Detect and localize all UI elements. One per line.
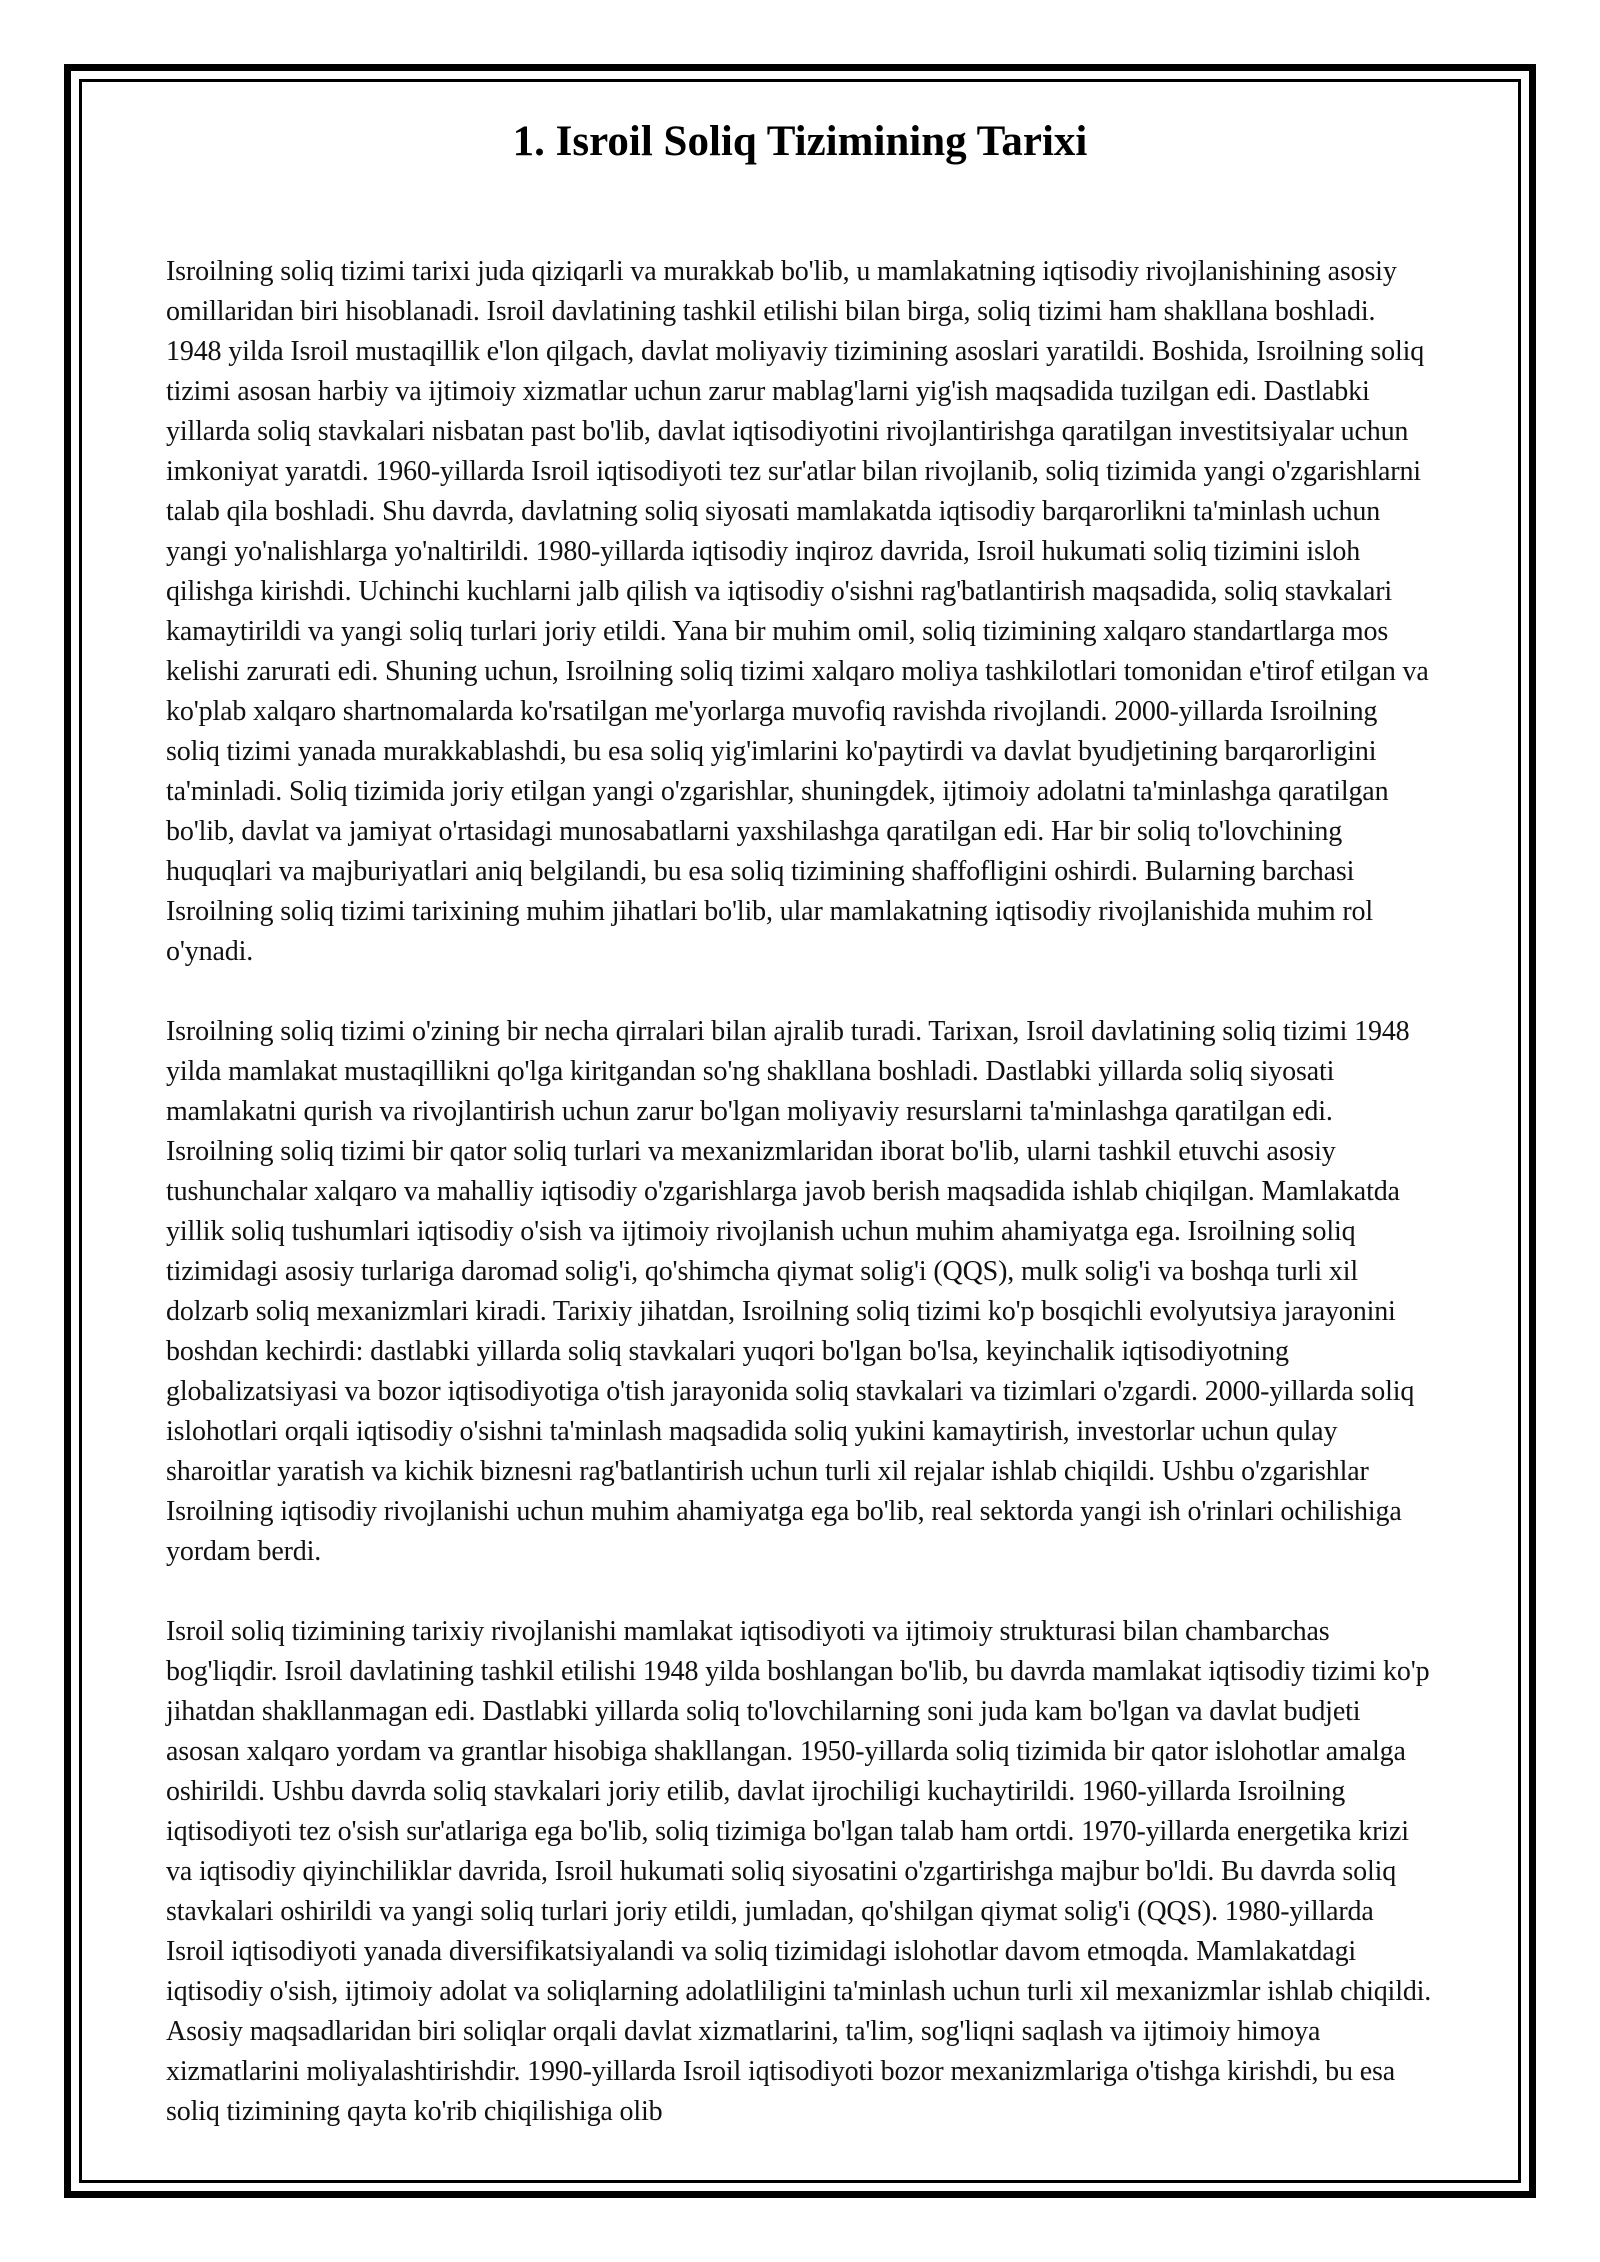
page-border-inner	[79, 79, 1521, 2183]
document-body	[166, 252, 1434, 2132]
page-title: 1. Isroil Soliq Tizimining Tarixi	[512, 118, 1088, 165]
paragraph-1: Isroilning soliq tizimi tarixi juda qiziqarli va murakkab bo'lib, u mamlakatning iqtisodiy rivojlanishining asosiy omillaridan biri hisoblanadi. Isroil davlatining tashkil etilishi bilan birga, soliq tizimi ham shakllana boshladi. 1948 yilda Isroil mustaqillik e'lon qilgach, davlat moliyaviy tizimining asoslari yaratildi. Boshida, Isroilning soliq tizimi asosan harbiy va ijtimoiy xizmatlar uchun zarur mablag'larni yig'ish maqsadida tuzilgan edi. Dastlabki yillarda soliq stavkalari nisbatan past bo'lib, davlat iqtisodiyotini rivojlantirishga qaratilgan investitsiyalar uchun imkoniyat yaratdi. 1960-yillarda Isroil iqtisodiyoti tez sur'atlar bilan rivojlanib, soliq tizimida yangi o'zgarishlarni talab qila boshladi. Shu davrda, davlatning soliq siyosati mamlakatda iqtisodiy barqarorlikni ta'minlash uchun yangi yo'nalishlarga yo'naltirildi. 1980-yillarda iqtisodiy inqiroz davrida, Isroil hukumati soliq tizimini isloh qilishga kirishdi. Uchinchi kuchlarni jalb qilish va iqtisodiy o'sishni rag'batlantirish maqsadida, soliq stavkalari kamaytirildi va yangi soliq turlari joriy etildi. Yana bir muhim omil, soliq tizimining xalqaro standartlarga mos kelishi zarurati edi. Shuning uchun, Isroilning soliq tizimi xalqaro moliya tashkilotlari tomonidan e'tirof etilgan va ko'plab xalqaro shartnomalarda ko'rsatilgan me'yorlarga muvofiq ravishda rivojlandi. 2000-yillarda Isroilning soliq tizimi yanada murakkablashdi, bu esa soliq yig'imlarini ko'paytirdi va davlat byudjetining barqarorligini ta'minladi. Soliq tizimida joriy etilgan yangi o'zgarishlar, shuningdek, ijtimoiy adolatni ta'minlashga qaratilgan bo'lib, davlat va jamiyat o'rtasidagi munosabatlarni yaxshilashga qaratilgan edi. Har bir soliq to'lovchining huquqlari va majburiyatlari aniq belgilandi, bu esa soliq tizimining shaffofligini oshirdi. Bularning barchasi Isroilning soliq tizimi tarixining muhim jihatlari bo'lib, ular mamlakatning iqtisodiy rivojlanishida muhim rol o'ynadi.	[166, 256, 1429, 967]
document-content	[166, 112, 1434, 2160]
paragraph-2: Isroilning soliq tizimi o'zining bir necha qirralari bilan ajralib turadi. Tarixan, Isroil davlatining soliq tizimi 1948 yilda mamlakat mustaqillikni qo'lga kiritgandan so'ng shakllana boshladi. Dastlabki yillarda soliq siyosati mamlakatni qurish va rivojlantirish uchun zarur bo'lgan moliyaviy resurslarni ta'minlashga qaratilgan edi. Isroilning soliq tizimi bir qator soliq turlari va mexanizmlaridan iborat bo'lib, ularni tashkil etuvchi asosiy tushunchalar xalqaro va mahalliy iqtisodiy o'zgarishlarga javob berish maqsadida ishlab chiqilgan. Mamlakatda yillik soliq tushumlari iqtisodiy o'sish va ijtimoiy rivojlanish uchun muhim ahamiyatga ega. Isroilning soliq tizimidagi asosiy turlariga daromad solig'i, qo'shimcha qiymat solig'i (QQS), mulk solig'i va boshqa turli xil dolzarb soliq mexanizmlari kiradi. Tarixiy jihatdan, Isroilning soliq tizimi ko'p bosqichli evolyutsiya jarayonini boshdan kechirdi: dastlabki yillarda soliq stavkalari yuqori bo'lgan bo'lsa, keyinchalik iqtisodiyotning globalizatsiyasi va bozor iqtisodiyotiga o'tish jarayonida soliq stavkalari va tizimlari o'zgardi. 2000-yillarda soliq islohotlari orqali iqtisodiy o'sishni ta'minlash maqsadida soliq yukini kamaytirish, investorlar uchun qulay sharoitlar yaratish va kichik biznesni rag'batlantirish uchun turli xil rejalar ishlab chiqildi. Ushbu o'zgarishlar Isroilning iqtisodiy rivojlanishi uchun muhim ahamiyatga ega bo'lib, real sektorda yangi ish o'rinlari ochilishiga yordam berdi.	[166, 1016, 1415, 1567]
paragraph-3: Isroil soliq tizimining tarixiy rivojlanishi mamlakat iqtisodiyoti va ijtimoiy strukturasi bilan chambarchas bog'liqdir. Isroil davlatining tashkil etilishi 1948 yilda boshlangan bo'lib, bu davrda mamlakat iqtisodiy tizimi ko'p jihatdan shakllanmagan edi. Dastlabki yillarda soliq to'lovchilarning soni juda kam bo'lgan va davlat budjeti asosan xalqaro yordam va grantlar hisobiga shakllangan. 1950-yillarda soliq tizimida bir qator islohotlar amalga oshirildi. Ushbu davrda soliq stavkalari joriy etilib, davlat ijrochiligi kuchaytirildi. 1960-yillarda Isroilning iqtisodiyoti tez o'sish sur'atlariga ega bo'lib, soliq tizimiga bo'lgan talab ham ortdi. 1970-yillarda energetika krizi va iqtisodiy qiyinchiliklar davrida, Isroil hukumati soliq siyosatini o'zgartirishga majbur bo'ldi. Bu davrda soliq stavkalari oshirildi va yangi soliq turlari joriy etildi, jumladan, qo'shilgan qiymat solig'i (QQS). 1980-yillarda Isroil iqtisodiyoti yanada diversifikatsiyalandi va soliq tizimidagi islohotlar davom etmoqda. Mamlakatdagi iqtisodiy o'sish, ijtimoiy adolat va soliqlarning adolatliligini ta'minlash uchun turli xil mexanizmlar ishlab chiqildi. Asosiy maqsadlaridan biri soliqlar orqali davlat xizmatlarini, ta'lim, sog'liqni saqlash va ijtimoiy himoya xizmatlarini moliyalashtirishdir. 1990-yillarda Isroil iqtisodiyoti bozor mexanizmlariga o'tishga kirishdi, bu esa soliq tizimining qayta ko'rib chiqilishiga olib	[166, 1616, 1432, 2127]
page-border-outer	[64, 64, 1536, 2198]
